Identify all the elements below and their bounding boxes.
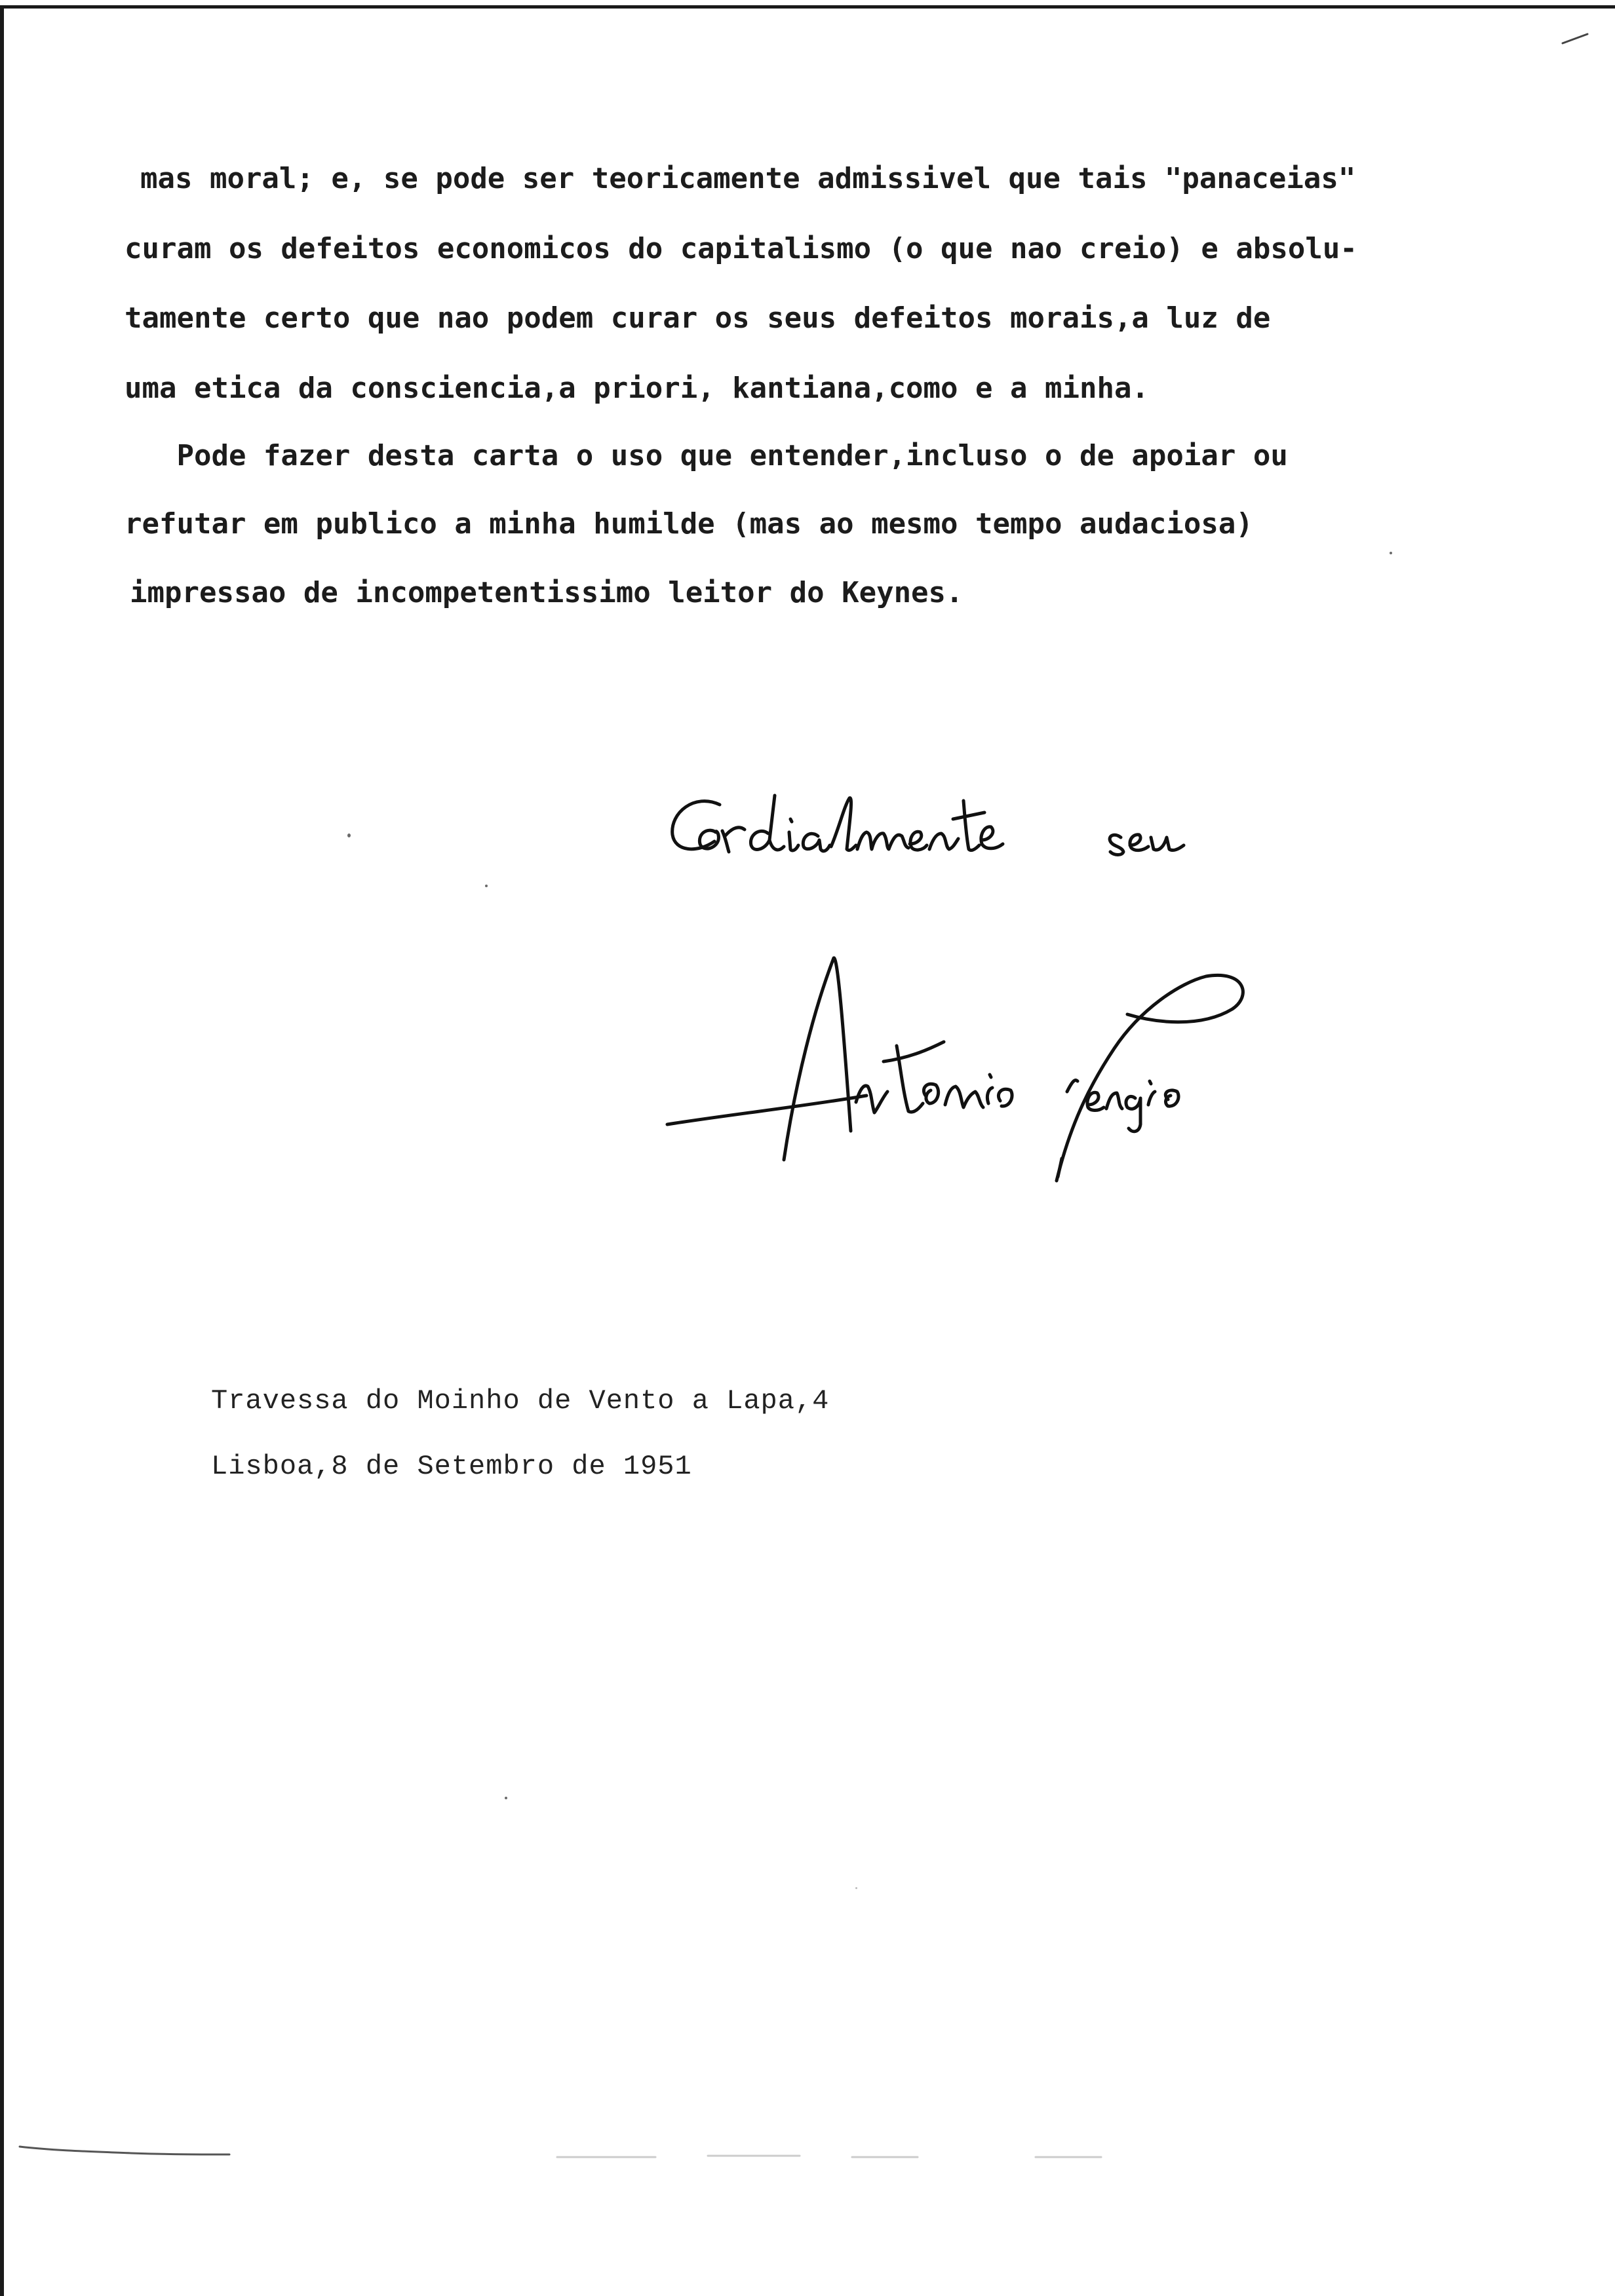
scan-speck	[505, 1797, 507, 1799]
letter-line: curam os defeitos economicos do capitalismo (o que nao creio) e absolu-	[125, 232, 1357, 265]
scan-speck	[855, 1887, 857, 1889]
address-place-date: Lisboa,8 de Setembro de 1951	[211, 1451, 692, 1482]
scan-speck	[347, 833, 351, 837]
scan-speck	[485, 885, 488, 887]
letter-line: uma etica da consciencia,a priori, kantiana,como e a minha.	[125, 372, 1149, 405]
address-street: Travessa do Moinho de Vento a Lapa,4	[211, 1385, 830, 1417]
letter-line: tamente certo que nao podem curar os seus defeitos morais,a luz de	[125, 301, 1271, 335]
letter-line: Pode fazer desta carta o uso que entender,incluso o de apoiar ou	[125, 439, 1288, 472]
scan-speck	[1390, 552, 1392, 554]
letter-line: mas moral; e, se pode ser teoricamente admissivel que tais "panaceias"	[140, 162, 1356, 195]
letter-line: impressao de incompetentissimo leitor do Keynes.	[130, 576, 963, 609]
letter-line: refutar em publico a minha humilde (mas ao mesmo tempo audaciosa)	[125, 507, 1253, 541]
